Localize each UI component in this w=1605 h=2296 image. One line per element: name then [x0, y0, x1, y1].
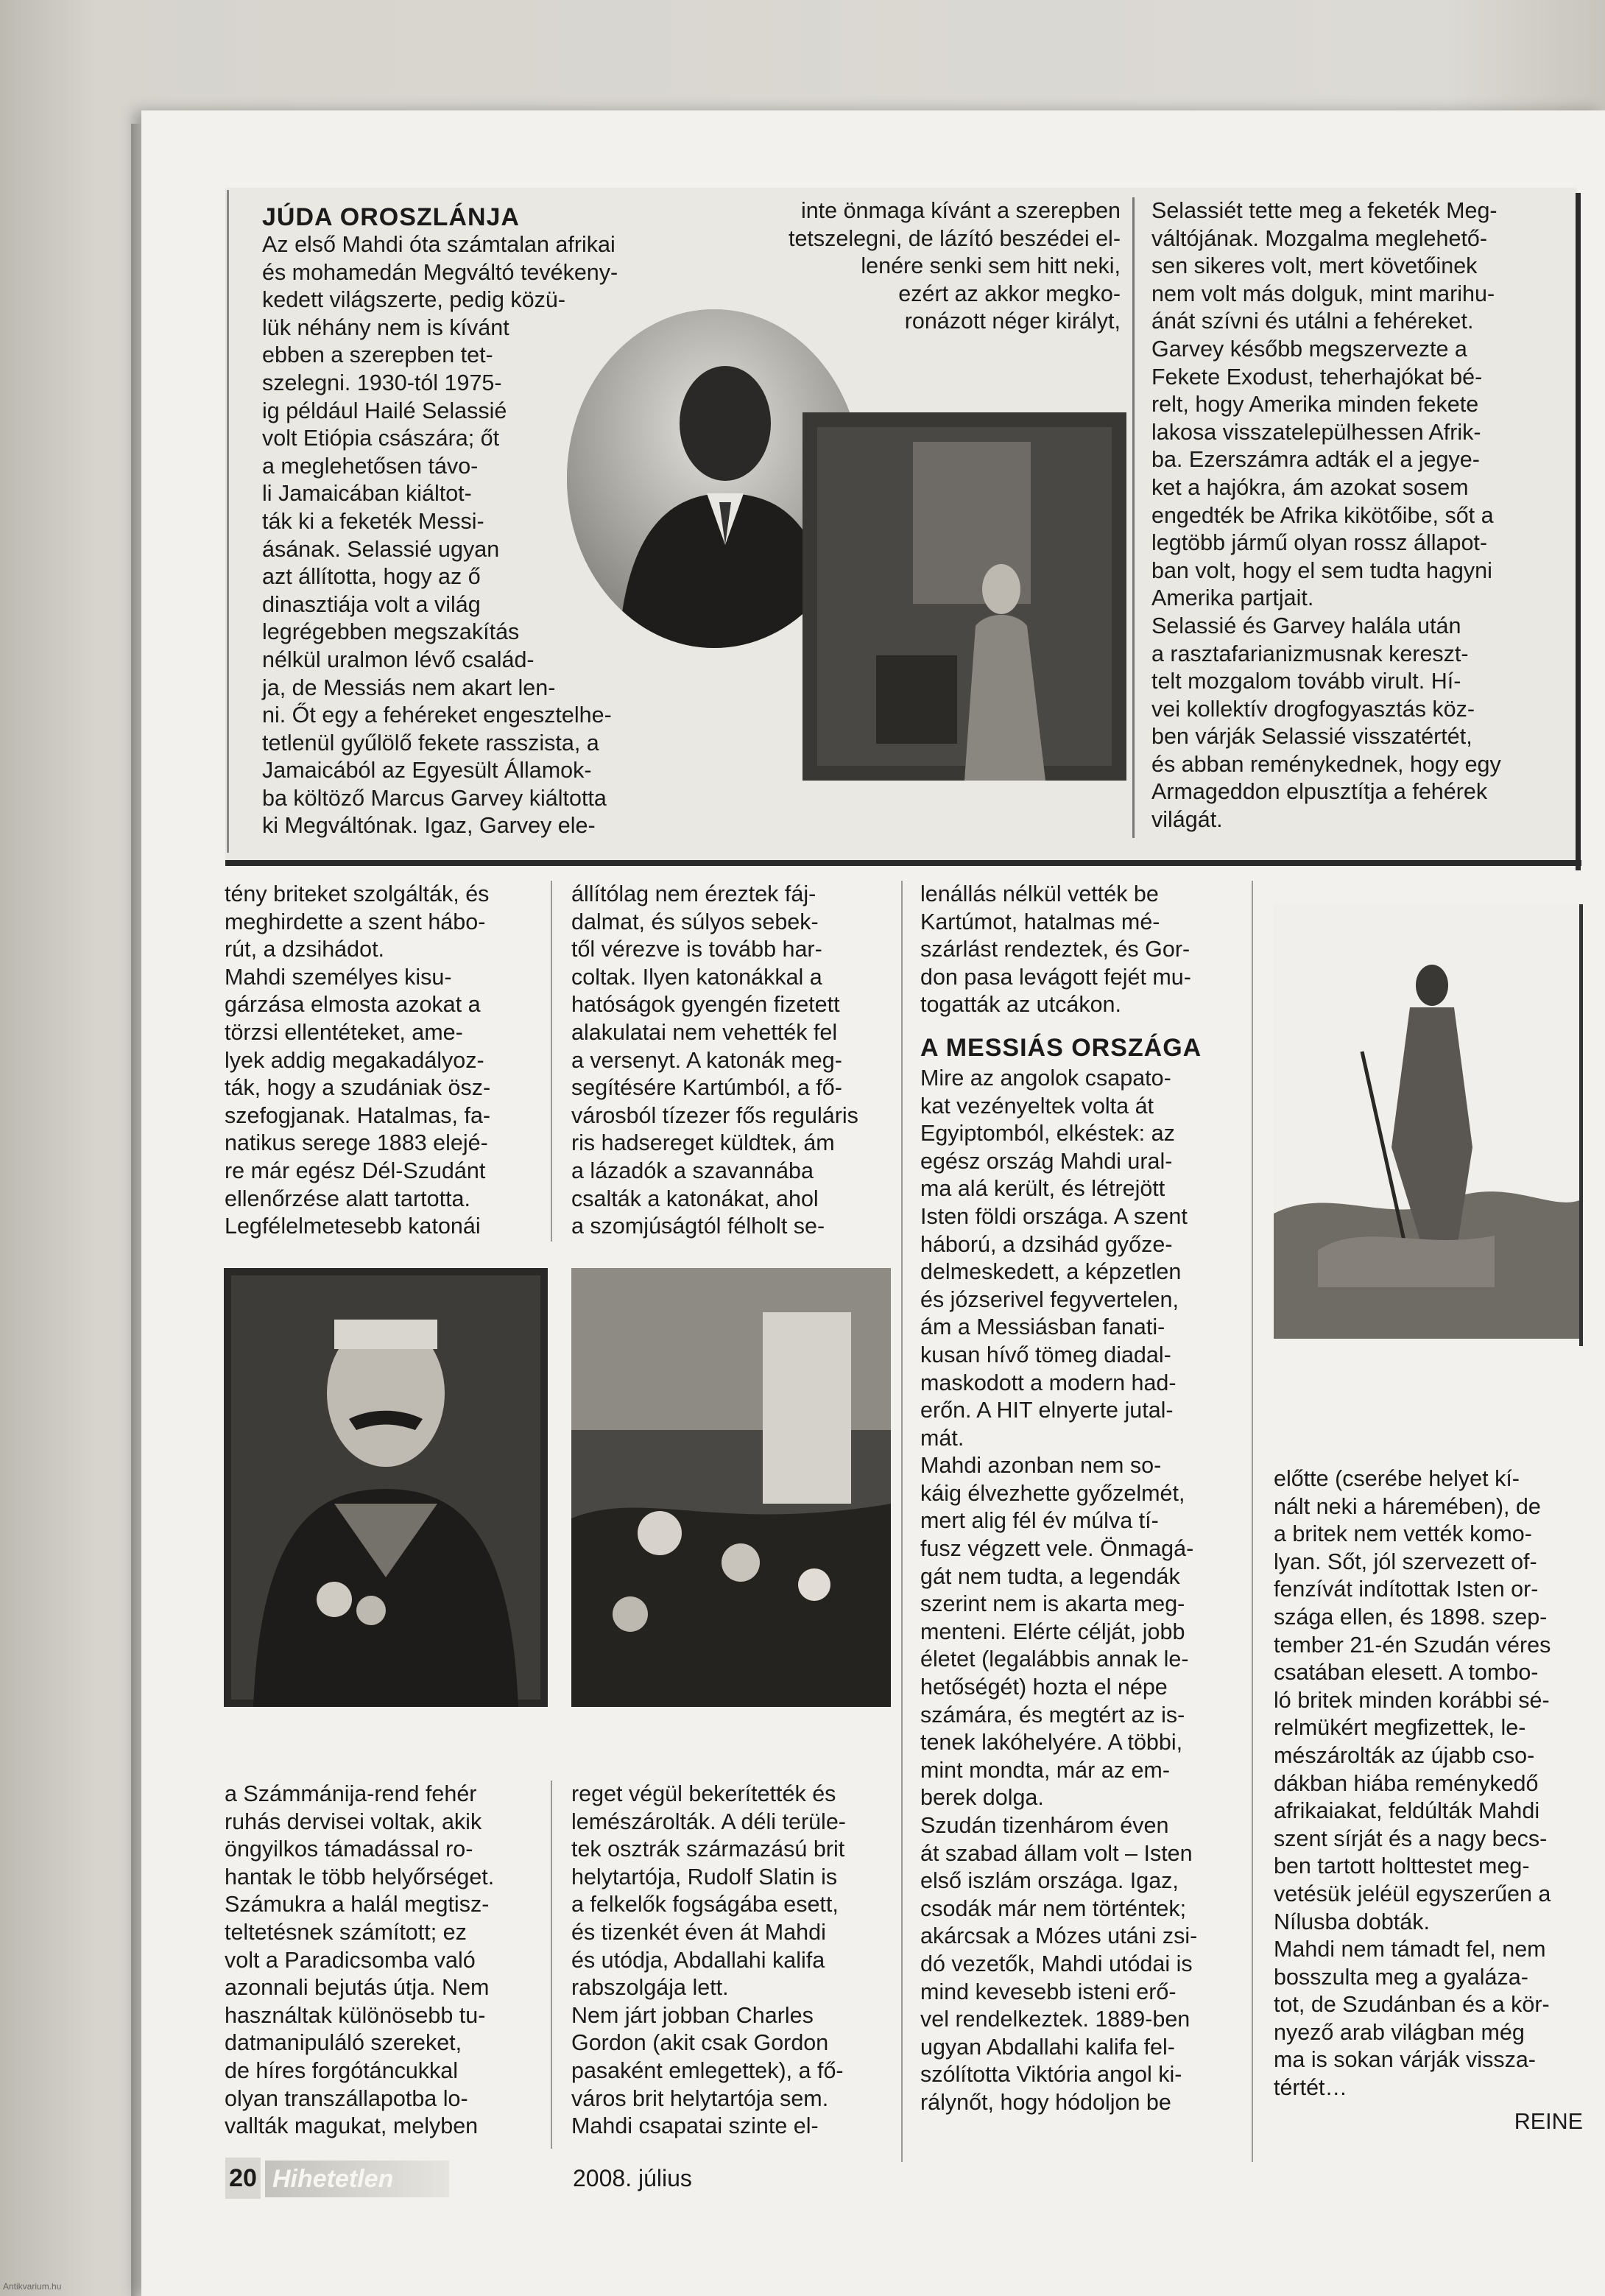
text-line: berek dolga.	[920, 1785, 1044, 1811]
selassie-photo	[802, 412, 1126, 781]
text-line: vei kollektív drogfogyasztás köz-	[1151, 696, 1475, 722]
box-column-rule	[1132, 197, 1135, 838]
text-line: től vérezve is tovább har-	[571, 937, 822, 962]
text-line: a versenyt. A katonák meg-	[571, 1047, 842, 1073]
text-line: váltójának. Mozgalma meglehető-	[1151, 225, 1488, 251]
text-line: menteni. Elérte célját, jobb	[920, 1619, 1185, 1644]
main-col2-bottom	[571, 1781, 891, 2141]
text-line: Mahdi azonban nem so-	[920, 1453, 1162, 1479]
issue-date: 2008. július	[573, 2165, 692, 2191]
text-line: volt Etiópia császára; őt	[262, 426, 500, 451]
text-line: helytartója, Rudolf Slatin is	[571, 1864, 838, 1890]
text-line: nyező arab világban még	[1274, 2019, 1525, 2045]
text-line: mert alig fél év múlva tí-	[920, 1508, 1159, 1534]
text-line: szent sírját és a nagy becs-	[1274, 1825, 1548, 1851]
text-line: lakosa visszatelepülhessen Afrik-	[1151, 419, 1481, 445]
text-line: dó vezetők, Mahdi utódai is	[920, 1951, 1193, 1976]
text-line: ban volt, hogy el sem tudta hagyni	[1151, 557, 1492, 583]
text-line: relt, hogy Amerika minden fekete	[1151, 392, 1479, 418]
text-line: ták, hogy a szudániak ösz-	[225, 1075, 491, 1101]
text-line: Kartúmot, hatalmas mé-	[920, 909, 1160, 934]
text-line: olyan transzállapotba lo-	[225, 2085, 468, 2111]
main-col4	[1274, 1465, 1583, 2135]
text-line: ba. Ezerszámra adták el a jegye-	[1151, 447, 1480, 473]
text-line: csodák már nem történtek;	[920, 1895, 1187, 1921]
text-line: tek osztrák származású brit	[571, 1837, 845, 1862]
text-line: és józserivel fegyvertelen,	[920, 1286, 1179, 1312]
text-line: ezért az akkor megko-	[898, 281, 1121, 306]
text-line: szólította Viktória angol ki-	[920, 2062, 1182, 2088]
text-line: de híres forgótáncukkal	[225, 2057, 459, 2083]
text-line: teltetésnek számított; ez	[225, 1919, 467, 1945]
text-line: ma is sokan várják vissza-	[1274, 2047, 1536, 2073]
text-line: Nem járt jobban Charles	[571, 2002, 814, 2028]
text-line: kusan hívő tömeg diadal-	[920, 1342, 1171, 1367]
text-line: tot, de Szudánban és a kör-	[1274, 1992, 1550, 2018]
main-col1-bottom	[225, 1781, 540, 2141]
box-col3-text	[1151, 197, 1564, 834]
text-line: ták ki a feketék Messi-	[262, 508, 484, 534]
text-line: egész ország Mahdi ural-	[920, 1148, 1173, 1174]
text-line: nált neki a háremében), de	[1274, 1493, 1541, 1519]
text-line: lyan. Sőt, jól szervezett of-	[1274, 1549, 1537, 1574]
text-line: ellenőrzése alatt tartotta.	[225, 1186, 470, 1211]
text-line: ris hadsereget küldtek, ám	[571, 1130, 835, 1156]
text-line: li Jamaicában kiáltot-	[262, 481, 472, 507]
text-line: Nílusba dobták.	[1274, 1909, 1430, 1934]
text-line: fusz végzett vele. Önmagá-	[920, 1536, 1194, 1562]
text-line: vetésük jeléül egyszerűen a	[1274, 1881, 1551, 1906]
text-line: és utódja, Abdallahi kalifa	[571, 1947, 825, 1973]
text-line: relmükért megfizettek, le-	[1274, 1715, 1526, 1741]
box-left-rule	[227, 190, 229, 853]
rule-4	[1252, 881, 1253, 2162]
text-line: a Számmánija-rend fehér	[225, 1781, 477, 1806]
gordon-portrait	[224, 1268, 548, 1707]
text-line: natikus serege 1883 elejé-	[225, 1130, 488, 1156]
text-line: kedett világszerte, pedig közü-	[262, 287, 565, 313]
text-line: szerint nem is akarta meg-	[920, 1591, 1185, 1617]
text-line: ánát szívni és utálni a fehéreket.	[1151, 309, 1474, 334]
main-col3-a-text	[920, 881, 1240, 1019]
box-column-2	[707, 197, 1121, 336]
text-line: lük néhány nem is kívánt	[262, 314, 509, 340]
text-line: városból tízezer fős reguláris	[571, 1102, 858, 1128]
text-line: telt mozgalom tovább virult. Hí-	[1151, 669, 1461, 694]
text-line: Mahdi csapatai szinte el-	[571, 2113, 819, 2139]
text-line: vel rendelkeztek. 1889-ben	[920, 2007, 1190, 2032]
text-line: Selassiét tette meg a feketék Meg-	[1151, 198, 1498, 223]
main-col2-bottom-text	[571, 1781, 891, 2141]
text-line: legrégebben megszakítás	[262, 619, 520, 645]
text-line: maskodott a modern had-	[920, 1370, 1177, 1395]
text-line: erőn. A HIT elnyerte jutal-	[920, 1398, 1174, 1423]
text-line: kat vezényeltek volta át	[920, 1093, 1154, 1119]
text-line: át szabad állam volt – Isten	[920, 1840, 1193, 1866]
text-line: ket a hajókra, ám azokat sosem	[1151, 474, 1469, 500]
text-line: azonnali bejutás útja. Nem	[225, 1975, 490, 2001]
text-line: Legfélelmetesebb katonái	[225, 1214, 481, 1239]
text-line: fenzívát indítottak Isten or-	[1274, 1577, 1539, 1602]
box-border-right	[1576, 193, 1581, 870]
text-line: vallták magukat, melyben	[225, 2113, 479, 2139]
text-line: ma alá került, és létrejött	[920, 1176, 1165, 1202]
text-line: pasaként emlegettek), a fő-	[571, 2057, 844, 2083]
text-line: ben várják Selassié visszatértét,	[1151, 724, 1472, 750]
rule-1	[551, 881, 552, 1242]
text-line: nélkül uralmon lévő család-	[262, 647, 535, 672]
text-line: inte önmaga kívánt a szerepben	[800, 198, 1121, 223]
text-line: a meglehetősen távo-	[262, 453, 479, 479]
text-line: tértét…	[1274, 2075, 1348, 2101]
battle-painting	[571, 1268, 891, 1707]
side-photo-rule	[1579, 904, 1583, 1346]
magazine-logo: Hihetetlen	[265, 2161, 449, 2197]
text-line: háború, a dzsihád győze-	[920, 1231, 1173, 1257]
main-col1-top	[225, 881, 540, 1241]
text-line: és tizenkét éven át Mahdi	[571, 1919, 826, 1945]
text-line: hatóságok gyengén fizetett	[571, 992, 840, 1018]
text-line: első iszlám országa. Igaz,	[920, 1868, 1179, 1894]
text-line: rabszolgája lett.	[571, 1975, 729, 2001]
text-line: Isten földi országa. A szent	[920, 1203, 1188, 1229]
text-line: don pasa levágott fejét mu-	[920, 964, 1191, 990]
text-line: Amerika partjait.	[1151, 585, 1314, 611]
text-line: lenére senki sem hitt neki,	[861, 253, 1121, 279]
text-line: delmeskedett, a képzetlen	[920, 1259, 1182, 1285]
text-line: törzsi ellentéteket, ame-	[225, 1019, 463, 1045]
rule-3	[551, 1781, 552, 2149]
text-line: Az első Mahdi óta számtalan afrikai	[262, 232, 615, 257]
text-line: állítólag nem éreztek fáj-	[571, 881, 816, 906]
main-col2-top-text	[571, 881, 891, 1241]
text-line: csatában elesett. A tombo-	[1274, 1660, 1539, 1686]
text-line: mészárolták az újabb cso-	[1274, 1742, 1535, 1768]
text-line: csalták a katonákat, ahol	[571, 1186, 819, 1211]
text-line: tember 21-én Szudán véres	[1274, 1632, 1551, 1658]
text-line: Garvey később megszervezte a	[1151, 336, 1467, 362]
main-col4-text	[1274, 1465, 1583, 2102]
text-line: és abban reménykednek, hogy egy	[1151, 751, 1501, 777]
text-line: dinasztiája volt a világ	[262, 591, 481, 617]
text-line: legtöbb jármű olyan rossz állapot-	[1151, 530, 1488, 556]
text-line: világát.	[1151, 807, 1223, 833]
text-line: ám a Messiásban fanati-	[920, 1314, 1165, 1340]
text-line: segítésére Kartúmból, a fő-	[571, 1075, 842, 1101]
text-line: alakulatai nem vehették fel	[571, 1019, 838, 1045]
text-line: hetőségét) hozta el népe	[920, 1675, 1168, 1700]
text-line: mát.	[920, 1425, 964, 1451]
rule-2	[901, 881, 903, 2162]
text-line: gát nem tudta, a legendák	[920, 1563, 1180, 1589]
text-line: Szudán tizenhárom éven	[920, 1813, 1169, 1838]
text-line: szárlást rendeztek, és Gor-	[920, 937, 1190, 962]
text-line: szága ellen, és 1898. szep-	[1274, 1604, 1548, 1630]
text-line: nem volt más dolguk, mint marihu-	[1151, 281, 1495, 306]
text-line: engedték be Afrika kikötőibe, sőt a	[1151, 502, 1494, 528]
text-line: volt a Paradicsomba való	[225, 1947, 476, 1973]
text-line: mint mondta, már az em-	[920, 1757, 1170, 1783]
text-line: ló britek minden korábbi sé-	[1274, 1687, 1550, 1713]
text-line: tény briteket szolgálták, és	[225, 881, 490, 906]
text-line: ugyan Abdallahi kalifa fel-	[920, 2034, 1175, 2060]
text-line: szelegni. 1930-tól 1975-	[262, 370, 502, 395]
main-col3	[920, 881, 1240, 2117]
text-line: dalmat, és súlyos sebek-	[571, 909, 819, 934]
main-col1-top-text	[225, 881, 540, 1241]
text-line: használtak különösebb tu-	[225, 2002, 486, 2028]
text-line: város brit helytartója sem.	[571, 2085, 829, 2111]
text-line: ruhás dervisei voltak, akik	[225, 1809, 482, 1834]
text-line: lemészárolták. A déli terüle-	[571, 1809, 846, 1834]
text-line: Selassié és Garvey halála után	[1151, 613, 1461, 638]
text-line: Egyiptomból, elkéstek: az	[920, 1121, 1175, 1147]
text-line: akárcsak a Mózes utáni zsi-	[920, 1923, 1198, 1949]
text-line: Mahdi nem támadt fel, nem	[1274, 1937, 1546, 1962]
text-line: dákban hiába reménykedő	[1274, 1770, 1539, 1796]
text-line: hantak le több helyőrséget.	[225, 1864, 495, 1890]
box-heading: JÚDA OROSZLÁNJA	[262, 203, 520, 231]
text-line: ronázott néger királyt,	[904, 309, 1121, 334]
box-column-3	[1151, 197, 1564, 834]
text-line: tetlenül gyűlölő fekete rasszista, a	[262, 730, 599, 756]
text-line: togatták az utcákon.	[920, 992, 1121, 1018]
text-line: a felkelők fogságába esett,	[571, 1892, 839, 1918]
text-line: Számukra a halál megtisz-	[225, 1892, 490, 1918]
text-line: coltak. Ilyen katonákkal a	[571, 964, 822, 990]
text-line: ásának. Selassié ugyan	[262, 536, 500, 562]
text-line: rálynőt, hogy hódoljon be	[920, 2089, 1171, 2115]
main-col2-top	[571, 881, 891, 1241]
text-line: afrikaiakat, feldúlták Mahdi	[1274, 1798, 1540, 1824]
text-line: meghirdette a szent hábo-	[225, 909, 486, 934]
text-line: ben tartott holttestet meg-	[1274, 1853, 1530, 1879]
text-line: a britek nem vették komo-	[1274, 1521, 1532, 1547]
text-line: tetszelegni, de lázító beszédei el-	[789, 225, 1121, 251]
text-line: Mire az angolok csapato-	[920, 1065, 1171, 1091]
text-line: Gordon (akit csak Gordon	[571, 2030, 829, 2056]
text-line: Fekete Exodust, teherhajókat bé-	[1151, 364, 1483, 390]
warrior-photo	[1274, 904, 1583, 1339]
section-heading: A MESSIÁS ORSZÁGA	[920, 1033, 1202, 1062]
text-line: és mohamedán Megváltó tevékeny-	[262, 259, 618, 285]
text-line: számára, és megtért az is-	[920, 1702, 1185, 1728]
watermark: Antikvarium.hu	[3, 2281, 62, 2292]
box-col2-text	[707, 197, 1121, 336]
text-line: azt állította, hogy az ő	[262, 564, 481, 590]
text-line: tenek lakóhelyére. A többi,	[920, 1730, 1183, 1756]
text-line: káig élvezhette győzelmét,	[920, 1480, 1185, 1506]
signature: REINE	[1514, 2108, 1583, 2134]
text-line: reget végül bekerítették és	[571, 1781, 836, 1806]
text-line: Jamaicából az Egyesült Államok-	[262, 758, 592, 783]
box-border-bottom	[225, 860, 1581, 866]
text-line: lenállás nélkül vették be	[920, 881, 1159, 906]
text-line: előtte (cserébe helyet kí-	[1274, 1466, 1520, 1491]
text-line: Mahdi személyes kisu-	[225, 964, 452, 990]
text-line: ebben a szerepben tet-	[262, 342, 493, 368]
text-line: szefogjanak. Hatalmas, fa-	[225, 1102, 491, 1128]
text-line: ni. Őt egy a fehéreket engesztelhe-	[262, 702, 612, 728]
text-line: ba költöző Marcus Garvey kiáltotta	[262, 785, 607, 811]
text-line: ja, de Messiás nem akart len-	[262, 675, 556, 700]
text-line: ig például Hailé Selassié	[262, 398, 507, 423]
text-line: öngyilkos támadással ro-	[225, 1837, 473, 1862]
text-line: rút, a dzsihádot.	[225, 937, 385, 962]
text-line: Armageddon elpusztítja a fehérek	[1151, 779, 1488, 805]
text-line: gárzása elmosta azokat a	[225, 992, 481, 1018]
text-line: re már egész Dél-Szudánt	[225, 1158, 486, 1183]
text-line: életet (legalábbis annak le-	[920, 1647, 1189, 1672]
text-line: ki Megváltónak. Igaz, Garvey ele-	[262, 813, 596, 839]
text-line: a rasztafarianizmusnak kereszt-	[1151, 641, 1469, 666]
text-line: bosszulta meg a gyaláza-	[1274, 1964, 1528, 1990]
text-line: datmanipuláló szereket,	[225, 2030, 462, 2056]
text-line: sen sikeres volt, mert követőinek	[1151, 253, 1478, 279]
text-line: a lázadók a szavannába	[571, 1158, 814, 1183]
main-col1-bottom-text	[225, 1781, 540, 2141]
main-col3-b-text	[920, 1065, 1240, 2117]
text-line: lyek addig megakadályoz-	[225, 1047, 484, 1073]
text-line: a szomjúságtól félholt se-	[571, 1214, 825, 1239]
text-line: mind kevesebb isteni erő-	[920, 1979, 1177, 2004]
page-number: 20	[225, 2158, 261, 2199]
